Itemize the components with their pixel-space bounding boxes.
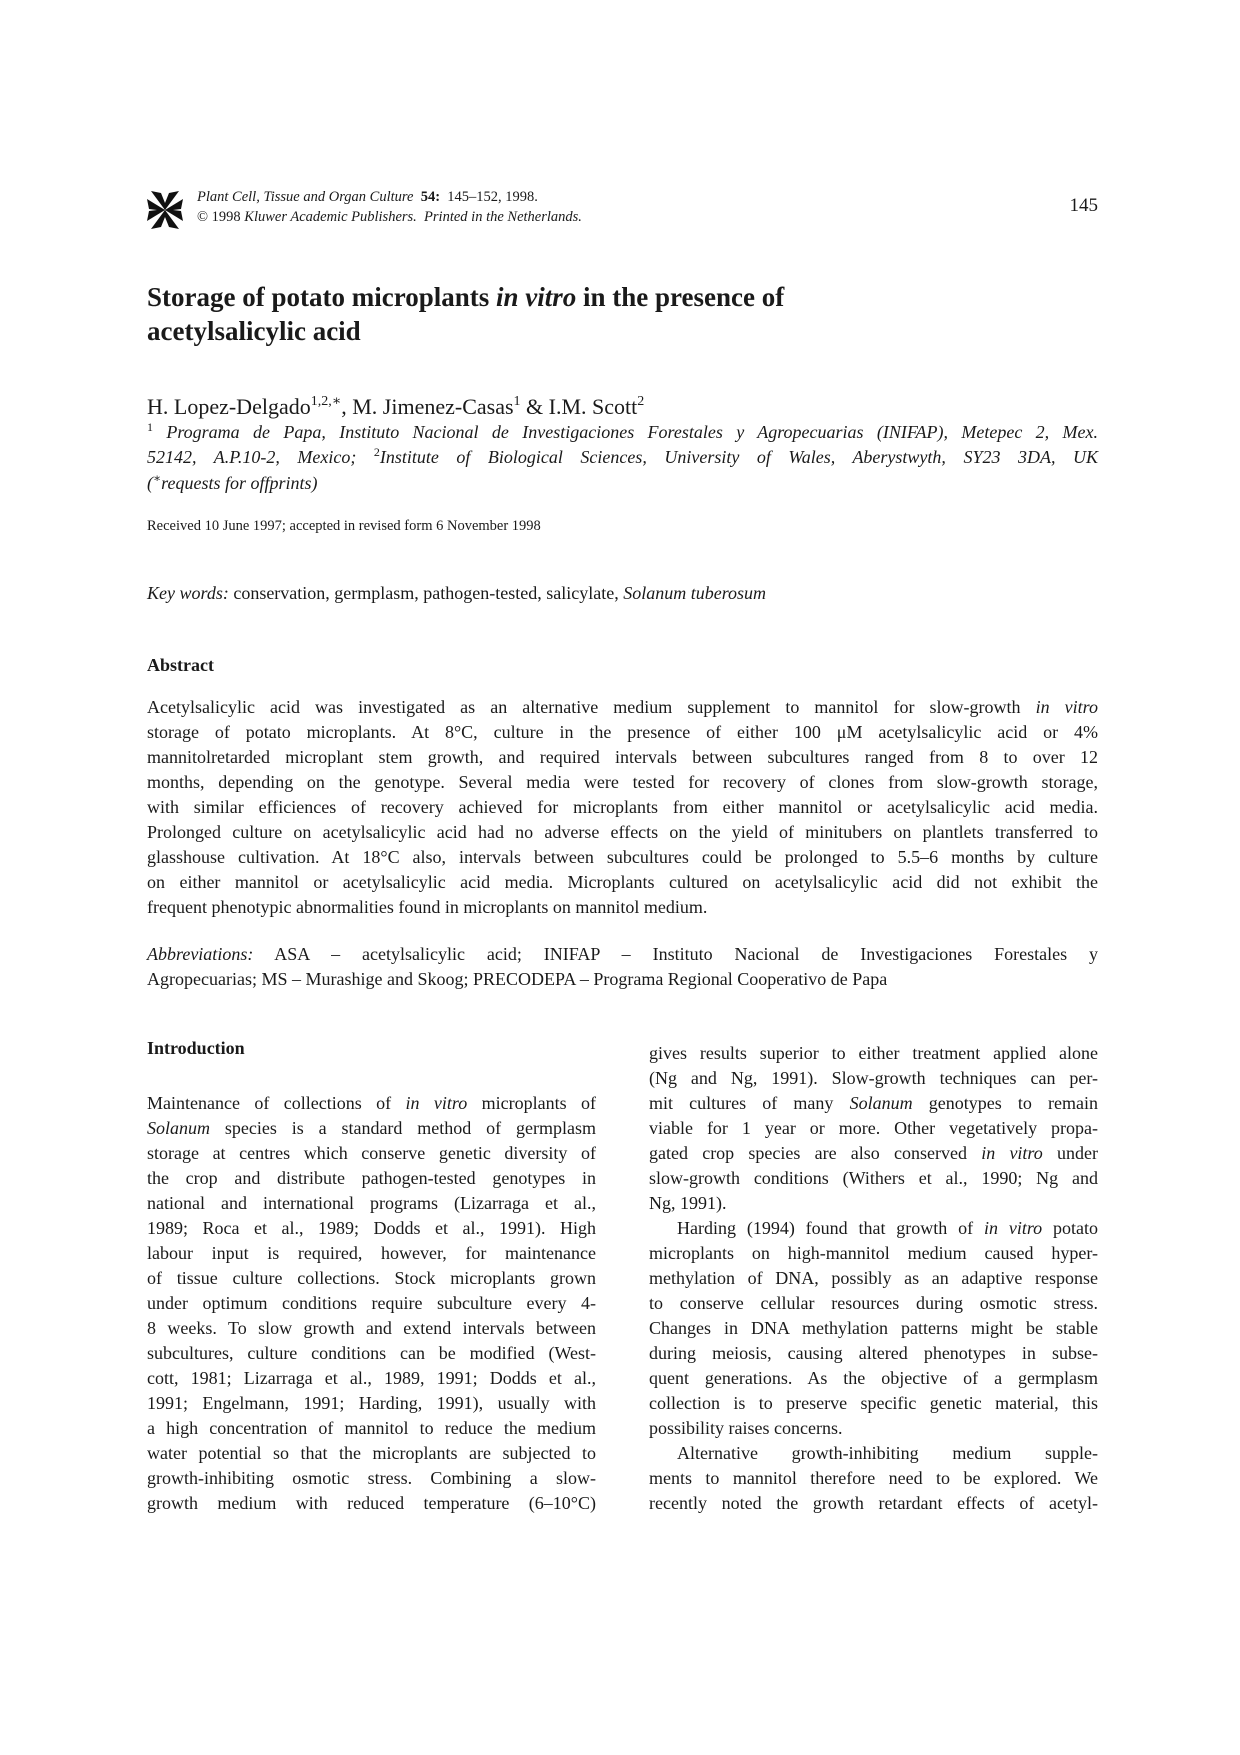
body-line: Ng, 1991). (649, 1193, 727, 1213)
abstract-line: frequent phenotypic abnormalities found in microplants on mannitol medium. (147, 897, 708, 917)
abbreviations (147, 942, 1098, 992)
affiliation-line-1: $^1$ Programa de Papa, Instituto Nacional de Investigaciones Forestales y Agropecuarias (INIFAP), Metepec 2, Mex. (147, 420, 1098, 442)
body-line: labour input is required, however, for maintenance (147, 1243, 596, 1263)
publisher-name: Kluwer Academic Publishers. (244, 209, 417, 225)
journal-header (147, 187, 1098, 231)
introduction-right-column (649, 1041, 1098, 1516)
body-line: Changes in DNA methylation patterns might be stable (649, 1318, 1098, 1338)
copyright-year: 1998 (211, 209, 241, 225)
keywords (147, 583, 766, 604)
body-line: slow-growth conditions (Withers et al., 1990; Ng and (649, 1168, 1098, 1188)
keywords-label: Key words: (147, 583, 229, 603)
corresponding-marker: ∗ (153, 470, 162, 485)
body-line: gated crop species are also conserved in vitro under (649, 1143, 1098, 1163)
title-part-1: Storage of potato microplants (147, 282, 496, 312)
affiliation-line-2: 52142, A.P.10-2, Mexico; $^2$Institute of Biological Sciences, University of Wales, Aberystwyth, SY23 3DA, UK (147, 445, 1098, 468)
body-line: (Ng and Ng, 1991). Slow-growth techniques can per- (649, 1068, 1098, 1088)
body-line: to conserve cellular resources during osmotic stress. (649, 1293, 1098, 1313)
body-line: during meiosis, causing altered phenotypes in subse- (649, 1343, 1098, 1363)
page-number: 145 (1069, 195, 1098, 216)
title-line-2: acetylsalicylic acid (147, 316, 361, 346)
body-line: gives results superior to either treatment applied alone (649, 1043, 1098, 1063)
author-separator-2: & (520, 394, 549, 419)
journal-line-1 (197, 187, 582, 207)
author-2: M. Jimenez-Casas (352, 394, 514, 419)
body-line: possibility raises concerns. (649, 1418, 843, 1438)
journal-name: Plant Cell, Tissue and Organ Culture (197, 189, 414, 205)
abstract-line: storage of potato microplants. At 8°C, culture in the presence of either 100 μM acetylsalicylic acid or 4% (147, 722, 1098, 742)
printed-note: Printed in the Netherlands. (424, 209, 582, 225)
journal-pages-year: 145–152, 1998. (447, 189, 538, 205)
body-line: storage at centres which conserve genetic diversity of (147, 1143, 596, 1163)
affiliations (147, 420, 1098, 496)
body-line: growth medium with reduced temperature (6–10°C) (147, 1493, 596, 1513)
body-line: 8 weeks. To slow growth and extend intervals between (147, 1318, 596, 1338)
author-3: I.M. Scott (548, 394, 638, 419)
body-line: of tissue culture collections. Stock microplants grown (147, 1268, 596, 1288)
body-line: 1991; Engelmann, 1991; Harding, 1991), usually with (147, 1393, 596, 1413)
journal-citation (197, 187, 582, 227)
abstract-line: glasshouse cultivation. At 18°C also, intervals between subcultures could be prolonged to 5.5–6 months by culture (147, 847, 1098, 867)
abstract-line: Prolonged culture on acetylsalicylic acid had no adverse effects on the yield of minitubers on plantlets transferred to (147, 822, 1098, 842)
abstract-line: Acetylsalicylic acid was investigated as an alternative medium supplement to mannitol for slow-growth in vitro (147, 697, 1098, 717)
body-line: cott, 1981; Lizarraga et al., 1989, 1991; Dodds et al., (147, 1368, 596, 1388)
body-line: mit cultures of many Solanum genotypes to remain (649, 1093, 1098, 1113)
journal-volume: 54: (420, 189, 441, 205)
keywords-text: conservation, germplasm, pathogen-tested, salicylate, (228, 583, 624, 603)
abstract-body (147, 695, 1098, 920)
abstract-line: months, depending on the genotype. Several media were tested for recovery of clones from slow-growth storage, (147, 772, 1098, 792)
title-italic: in vitro (495, 282, 577, 312)
body-line: ments to mannitol therefore need to be explored. We (649, 1468, 1098, 1488)
body-line: microplants on high-mannitol medium caused hyper- (649, 1243, 1098, 1263)
body-line: 1989; Roca et al., 1989; Dodds et al., 1991). High (147, 1218, 596, 1238)
body-line: Solanum species is a standard method of germplasm (147, 1118, 596, 1138)
article-title (147, 280, 1098, 348)
body-line: quent generations. As the objective of a germplasm (649, 1368, 1098, 1388)
publisher-logo-icon (147, 189, 183, 231)
received-dates: Received 10 June 1997; accepted in revised form 6 November 1998 (147, 518, 541, 534)
affiliation-2-marker: 2 (373, 445, 380, 460)
paper-page (147, 0, 1098, 1755)
abbreviations-line: Agropecuarias; MS – Murashige and Skoog; PRECODEPA – Programa Regional Cooperativo de Papa (147, 969, 888, 989)
body-line: water potential so that the microplants are subjected to (147, 1443, 596, 1463)
author-separator-1: , (341, 394, 353, 419)
body-line: the crop and distribute pathogen-tested genotypes in (147, 1168, 596, 1188)
keywords-species: Solanum tuberosum (623, 583, 767, 603)
author-2-affiliation: 1 (513, 394, 521, 409)
body-line: subcultures, culture conditions can be modified (West- (147, 1343, 596, 1363)
introduction-left-column (147, 1091, 596, 1516)
introduction-heading: Introduction (147, 1038, 245, 1058)
abstract-line: mannitolretarded microplant stem growth, and required intervals between subcultures ranged from 8 to over 12 (147, 747, 1098, 767)
body-line: under optimum conditions require subculture every 4- (147, 1293, 596, 1313)
abstract-line: with similar efficiences of recovery achieved for microplants from either mannitol or acetylsalicylic acid media. (147, 797, 1098, 817)
body-line: viable for 1 year or more. Other vegetatively propa- (649, 1118, 1098, 1138)
abbreviations-label: Abbreviations: (147, 944, 254, 964)
body-line: Alternative growth-inhibiting medium supple- (677, 1443, 1098, 1463)
copyright-symbol: © (197, 209, 209, 225)
body-line: recently noted the growth retardant effects of acetyl- (649, 1493, 1098, 1513)
body-line: growth-inhibiting osmotic stress. Combining a slow- (147, 1468, 596, 1488)
body-line: a high concentration of mannitol to reduce the medium (147, 1418, 596, 1438)
author-list (147, 393, 644, 421)
affiliation-1-marker: 1 (147, 420, 153, 434)
body-line: collection is to preserve specific genetic material, this (649, 1393, 1098, 1413)
author-1-affiliation: 1,2,∗ (310, 394, 342, 409)
abbreviations-line: Abbreviations: ASA – acetylsalicylic acid; INIFAP – Instituto Nacional de Investigaciones Forestales y (147, 944, 1098, 964)
title-part-2: in the presence of (576, 282, 785, 312)
abstract-line: on either mannitol or acetylsalicylic acid media. Microplants cultured on acetylsalicylic acid did not exhibit the (147, 872, 1098, 892)
body-line: methylation of DNA, possibly as an adaptive response (649, 1268, 1098, 1288)
body-line: Maintenance of collections of in vitro microplants of (147, 1093, 596, 1113)
body-line: Harding (1994) found that growth of in vitro potato (677, 1218, 1098, 1238)
abstract-heading: Abstract (147, 655, 214, 675)
affiliation-line-3: (∗requests for offprints) (147, 470, 318, 493)
journal-line-2 (197, 207, 582, 227)
body-line: national and international programs (Lizarraga et al., (147, 1193, 596, 1213)
author-3-affiliation: 2 (637, 394, 645, 409)
author-1: H. Lopez-Delgado (147, 394, 311, 419)
